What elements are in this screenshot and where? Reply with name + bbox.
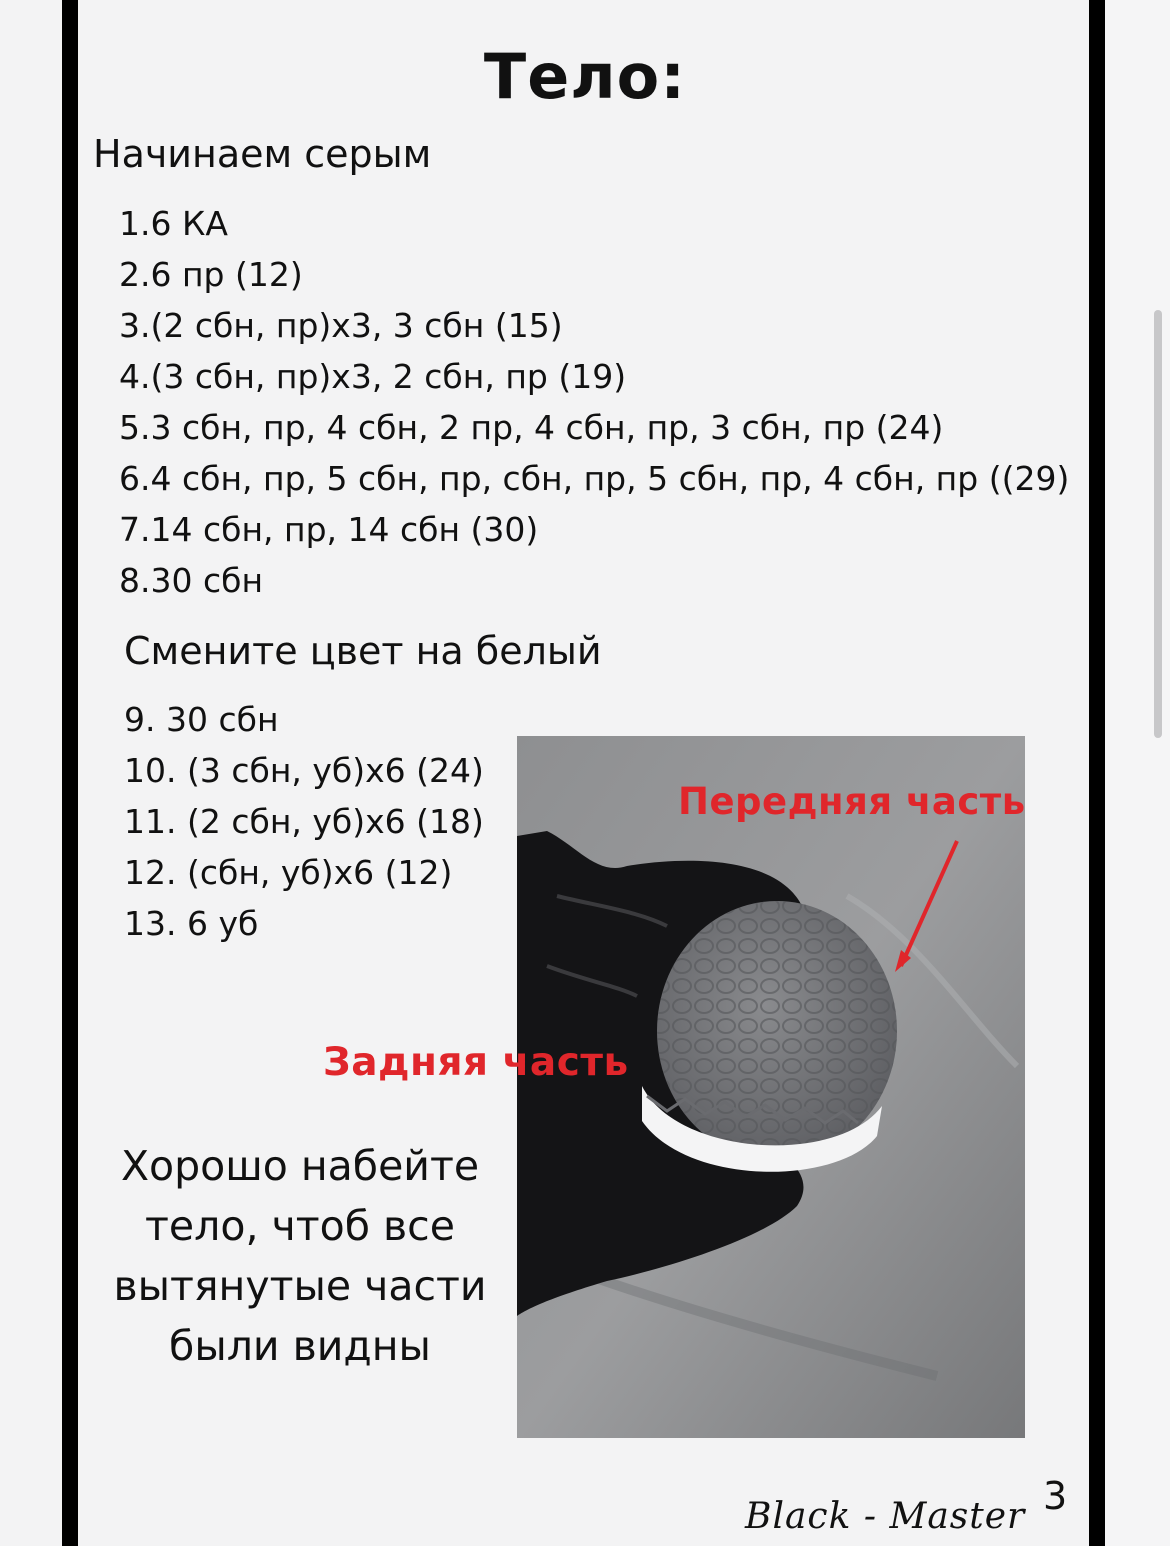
step-item: 11. (2 сбн, уб)х6 (18) [124,802,484,841]
step-item: 3.(2 сбн, пр)х3, 3 сбн (15) [119,306,563,345]
step-item: 10. (3 сбн, уб)х6 (24) [124,751,484,790]
scrollbar-thumb[interactable] [1154,310,1162,738]
front-part-label: Передняя часть [678,780,1026,823]
step-item: 13. 6 уб [124,904,259,943]
page-border-right [1089,0,1105,1546]
note-line: были видны [169,1322,431,1370]
note-line: тело, чтоб все [145,1202,455,1250]
note-line: вытянутые части [113,1262,487,1310]
color-change-heading: Смените цвет на белый [124,629,602,673]
back-part-label: Задняя часть [323,1040,629,1085]
step-item: 9. 30 сбн [124,700,279,739]
step-item: 8.30 сбн [119,561,264,600]
intro-text: Начинаем серым [93,132,432,176]
step-list-gray [119,200,1069,608]
page-border-left [62,0,78,1546]
note-line: Хорошо набейте [120,1142,480,1190]
page-title: Тело: [483,40,687,113]
page-number: 3 [1043,1474,1068,1518]
body-photo [517,736,1025,1438]
step-item: 6.4 сбн, пр, 5 сбн, пр, сбн, пр, 5 сбн, пр, 4 сбн, пр ((29) [119,459,1070,498]
step-item: 7.14 сбн, пр, 14 сбн (30) [119,510,539,549]
step-item: 2.6 пр (12) [119,255,303,294]
stuffing-note [104,1136,496,1376]
scroll-track [1105,0,1170,1546]
step-list-white [124,696,484,951]
step-item: 12. (сбн, уб)х6 (12) [124,853,453,892]
author-signature: Black - Master [745,1496,1026,1537]
step-item: 5.3 сбн, пр, 4 сбн, 2 пр, 4 сбн, пр, 3 сбн, пр (24) [119,408,944,447]
step-item: 4.(3 сбн, пр)х3, 2 сбн, пр (19) [119,357,627,396]
step-item: 1.6 КА [119,204,228,243]
